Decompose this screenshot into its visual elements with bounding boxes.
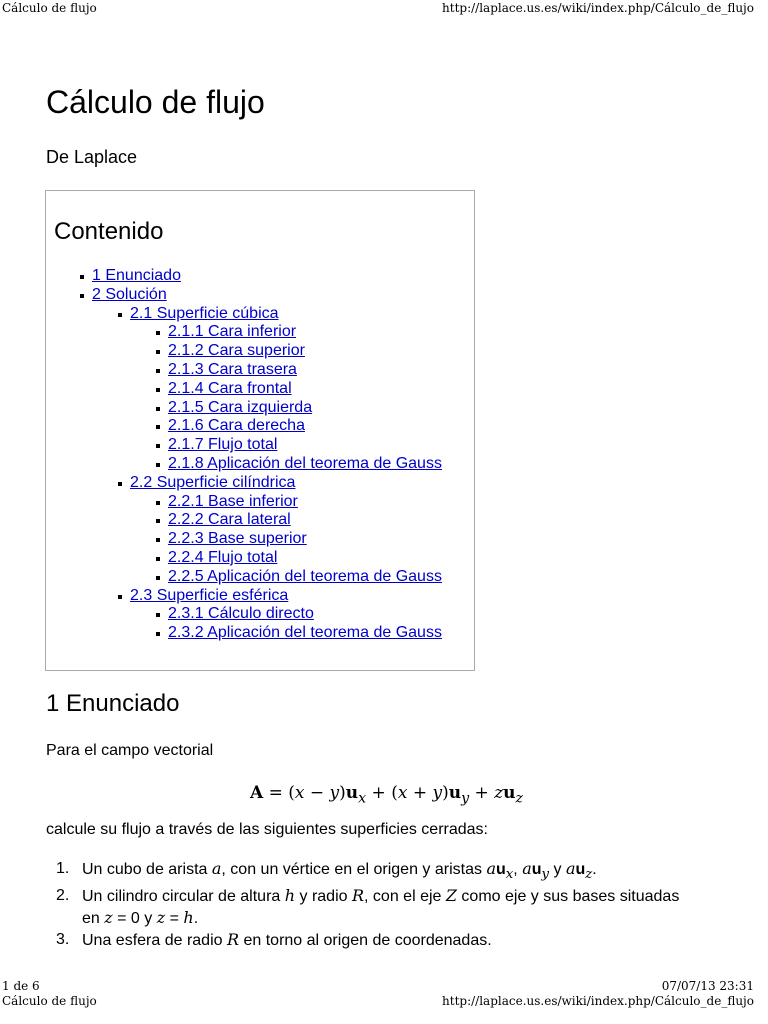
table-of-contents bbox=[45, 190, 475, 671]
toc-link[interactable]: 2.3.1 Cálculo directo bbox=[168, 605, 314, 623]
toc-link[interactable]: 2.1.2 Cara superior bbox=[168, 342, 305, 360]
bullet bbox=[118, 313, 122, 317]
section-heading: 1 Enunciado bbox=[46, 690, 180, 717]
toc-link[interactable]: 2.1.7 Flujo total bbox=[168, 436, 278, 454]
bullet bbox=[156, 557, 160, 561]
toc-link[interactable]: 2.1.3 Cara trasera bbox=[168, 360, 297, 378]
header-url: http://laplace.us.es/wiki/index.php/Cálculo_de_flujo bbox=[442, 1, 754, 15]
toc-link[interactable]: 2.3 Superficie esférica bbox=[130, 586, 289, 604]
list-item: 2. Un cilindro circular de altura h y radio R, con el eje Z como eje y sus bases situadas en z = 0 y z = h. bbox=[56, 886, 680, 928]
toc-link[interactable]: 2.1.8 Aplicación del teorema de Gauss bbox=[168, 454, 442, 472]
bullet bbox=[80, 275, 84, 279]
bullet bbox=[156, 425, 160, 429]
page-subtitle: De Laplace bbox=[46, 147, 138, 167]
bullet bbox=[156, 519, 160, 523]
toc-link[interactable]: 2.2.4 Flujo total bbox=[168, 548, 278, 566]
bullet bbox=[156, 538, 160, 542]
section-intro: Para el campo vectorial bbox=[46, 742, 214, 759]
toc-link[interactable]: 2.1.6 Cara derecha bbox=[168, 417, 305, 435]
toc-link[interactable]: 2.2 Superficie cilíndrica bbox=[130, 473, 296, 491]
bullet bbox=[156, 576, 160, 580]
footer-url: http://laplace.us.es/wiki/index.php/Cálculo_de_flujo bbox=[442, 994, 754, 1008]
toc-link[interactable]: 2.1 Superficie cúbica bbox=[130, 304, 279, 322]
bullet bbox=[156, 331, 160, 335]
toc-link[interactable]: 2.2.2 Cara lateral bbox=[168, 511, 291, 529]
toc-link[interactable]: 2.1.4 Cara frontal bbox=[168, 379, 292, 397]
toc-link[interactable]: 2.1.1 Cara inferior bbox=[168, 323, 297, 341]
bullet bbox=[156, 444, 160, 448]
list-item: 3. Una esfera de radio R en torno al origen de coordenadas. bbox=[56, 930, 492, 950]
footer-title: Cálculo de flujo bbox=[2, 994, 97, 1008]
header-title: Cálculo de flujo bbox=[2, 1, 97, 15]
bullet bbox=[156, 463, 160, 467]
bullet bbox=[156, 388, 160, 392]
footer-datetime: 07/07/13 23:31 bbox=[661, 979, 754, 993]
bullet bbox=[118, 595, 122, 599]
bullet bbox=[156, 501, 160, 505]
page-title: Cálculo de flujo bbox=[46, 84, 265, 120]
surfaces-list bbox=[46, 858, 686, 951]
toc-link[interactable]: 2.2.5 Aplicación del teorema de Gauss bbox=[168, 567, 442, 585]
toc-link[interactable]: 2.1.5 Cara izquierda bbox=[168, 398, 313, 416]
bullet bbox=[156, 613, 160, 617]
bullet bbox=[118, 482, 122, 486]
bullet bbox=[156, 369, 160, 373]
footer-page: 1 de 6 bbox=[2, 979, 40, 993]
bullet bbox=[156, 407, 160, 411]
vector-field-equation: $A = (x - y)u_x + (x + y)u_y + zu_z$ bbox=[250, 783, 523, 807]
toc-link[interactable]: 2 Solución bbox=[92, 285, 167, 303]
toc-link[interactable]: 2.2.3 Base superior bbox=[168, 530, 307, 548]
section-statement: calcule su flujo a través de las siguientes superficies cerradas: bbox=[46, 821, 488, 838]
toc-title: Contenido bbox=[54, 218, 164, 245]
list-item: 1. Un cubo de arista a, con un vértice en el origen y aristas $au_x$, $au_y$ y $au_z$. bbox=[56, 859, 597, 883]
toc-link[interactable]: 2.3.2 Aplicación del teorema de Gauss bbox=[168, 624, 442, 642]
bullet bbox=[156, 632, 160, 636]
toc-link[interactable]: 1 Enunciado bbox=[92, 267, 181, 284]
bullet bbox=[80, 294, 84, 298]
bullet bbox=[156, 350, 160, 354]
toc-link[interactable]: 2.2.1 Base inferior bbox=[168, 492, 298, 510]
